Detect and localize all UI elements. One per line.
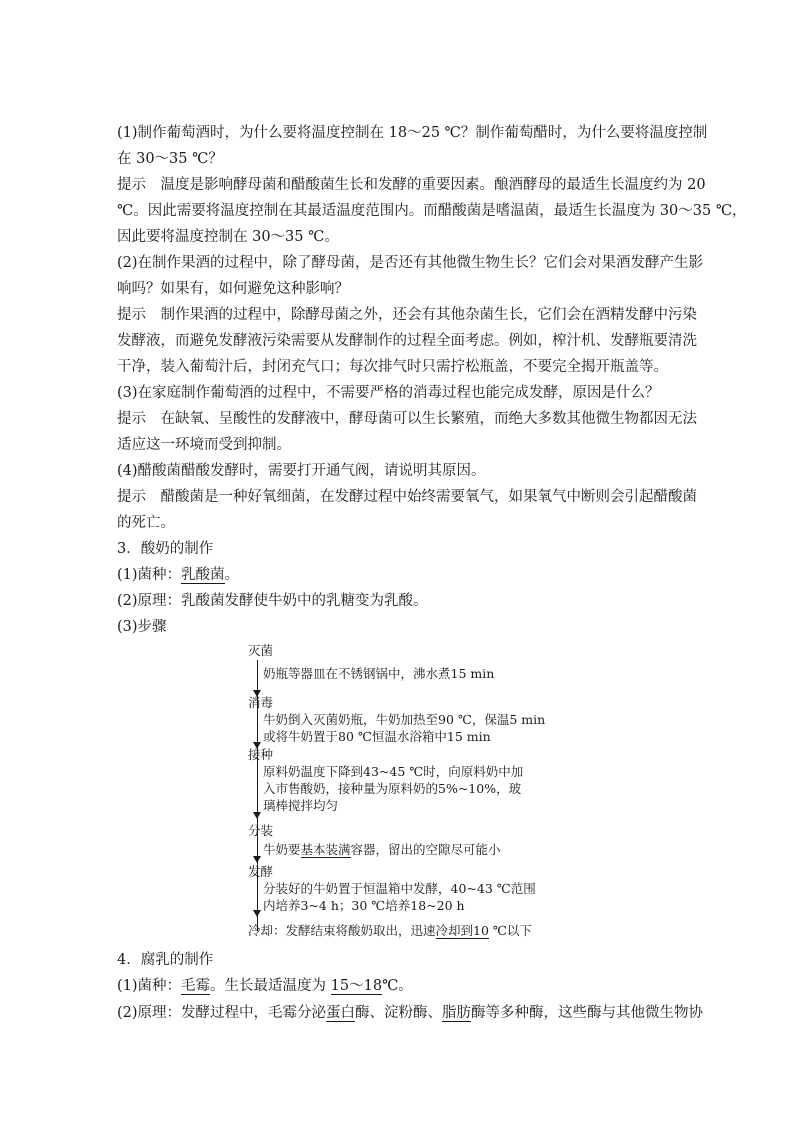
question-3-line-1: (3)在家庭制作葡萄酒的过程中，不需要严格的消毒过程也能完成发酵，原因是什么？ bbox=[117, 385, 660, 401]
flow-step-disinfect: 消毒 bbox=[248, 695, 274, 710]
flow-step-inoculate-detail-3: 璃棒搅拌均匀 bbox=[263, 798, 339, 813]
furu-principle-line bbox=[117, 1003, 703, 1023]
flow-step-inoculate-detail-1: 原料奶温度下降到43~45 ℃时，向原料奶中加 bbox=[263, 764, 524, 779]
cool-pre: 冷却：发酵结束将酸奶取出，迅速 bbox=[248, 923, 436, 938]
dispense-pre: 牛奶要 bbox=[263, 842, 301, 857]
enzyme-lipid: 脂肪 bbox=[442, 1005, 472, 1021]
flow-step-inoculate: 接种 bbox=[248, 747, 274, 762]
flow-step-ferment-detail-2: 内培养3~4 h；30 ℃培养18~20 h bbox=[263, 898, 465, 913]
question-2-line-1: (2)在制作果酒的过程中，除了酵母菌，是否还有其他微生物生长？它们会对果酒发酵产生影 bbox=[117, 255, 704, 271]
flow-step-cool bbox=[248, 922, 532, 939]
answer-2-line-3: 干净，装入葡萄汁后，封闭充气口；每次排气时只需拧松瓶盖，不要完全揭开瓶盖等。 bbox=[117, 359, 668, 375]
answer-1-line-2: ℃。因此需要将温度控制在其最适温度范围内。而醋酸菌是嗜温菌，最适生长温度为 30～35 ℃， bbox=[117, 203, 747, 219]
flow-step-sterilize-detail: 奶瓶等器皿在不锈钢锅中，沸水煮15 min bbox=[263, 666, 495, 681]
answer-4-line-2: 的死亡。 bbox=[117, 515, 175, 531]
cool-underlined-2: 10 bbox=[473, 923, 489, 938]
furu-strain-answer: 毛霉 bbox=[181, 978, 211, 994]
furu-strain-prefix: (1)菌种： bbox=[117, 978, 182, 994]
flow-arrow-5 bbox=[253, 910, 261, 917]
flow-step-inoculate-detail-2: 入市售酸奶，接种量为原料奶的5%~10%，玻 bbox=[263, 781, 522, 796]
cool-underlined-1: 冷却到 bbox=[435, 923, 474, 938]
question-1-line-2: 在 30～35 ℃？ bbox=[117, 151, 223, 167]
answer-1-line-1: 提示 温度是影响酵母菌和醋酸菌生长和发酵的重要因素。酿酒酵母的最适生长温度约为 20 bbox=[117, 177, 706, 193]
yogurt-steps-label: (3)步骤 bbox=[117, 619, 167, 635]
cool-post: ℃以下 bbox=[488, 923, 532, 938]
flow-step-dispense-detail bbox=[263, 841, 501, 858]
flow-step-disinfect-detail-1: 牛奶倒入灭菌奶瓶，牛奶加热至90 ℃，保温5 min bbox=[263, 712, 546, 727]
enzyme-protein: 蛋白 bbox=[326, 1005, 356, 1021]
strain-suffix: 。 bbox=[224, 567, 240, 583]
flow-step-ferment: 发酵 bbox=[248, 864, 274, 879]
question-2-line-2: 响吗？如果有，如何避免这种影响？ bbox=[117, 281, 349, 297]
answer-1-line-3: 因此要将温度控制在 30～35 ℃。 bbox=[117, 229, 339, 245]
yogurt-principle-line: (2)原理：乳酸菌发酵使牛奶中的乳糖变为乳酸。 bbox=[117, 593, 428, 609]
flow-step-dispense: 分装 bbox=[248, 823, 274, 838]
furu-principle-mid: 酶、淀粉酶、 bbox=[355, 1005, 443, 1021]
answer-2-line-2: 发酵液，而避免发酵液污染需要从发酵制作的过程全面考虑。例如，榨汁机、发酵瓶要清洗 bbox=[117, 333, 697, 349]
answer-4-line-1: 提示 醋酸菌是一种好氧细菌，在发酵过程中始终需要氧气，如果氧气中断则会引起醋酸菌 bbox=[117, 489, 697, 505]
flow-arrow-4 bbox=[253, 856, 261, 863]
answer-2-line-1: 提示 制作果酒的过程中，除酵母菌之外，还会有其他杂菌生长，它们会在酒精发酵中污染 bbox=[117, 307, 697, 323]
question-1-line-1: (1)制作葡萄酒时，为什么要将温度控制在 18～25 ℃？制作葡萄醋时，为什么要将温度控制 bbox=[117, 125, 708, 141]
furu-temp-answer: 15～18 bbox=[330, 978, 383, 994]
question-4-line-1: (4)醋酸菌醋酸发酵时，需要打开通气阀，请说明其原因。 bbox=[117, 463, 486, 479]
furu-temp-suffix: ℃。 bbox=[382, 978, 413, 994]
flow-step-ferment-detail-1: 分装好的牛奶置于恒温箱中发酵，40~43 ℃范围 bbox=[263, 881, 536, 896]
dispense-post: 容器，留出的空隙尽可能小 bbox=[350, 842, 501, 857]
dispense-underlined: 基本装满 bbox=[300, 842, 351, 857]
flow-step-sterilize: 灭菌 bbox=[248, 643, 274, 658]
strain-prefix: (1)菌种： bbox=[117, 567, 182, 583]
flow-step-disinfect-detail-2: 或将牛奶置于80 ℃恒温水浴箱中15 min bbox=[263, 729, 491, 744]
answer-3-line-2: 适应这一环境而受到抑制。 bbox=[117, 437, 291, 453]
section-3-heading: 3．酸奶的制作 bbox=[117, 541, 214, 557]
section-4-heading: 4．腐乳的制作 bbox=[117, 952, 214, 968]
furu-strain-line bbox=[117, 976, 413, 996]
furu-principle-post: 酶等多种酶，这些酶与其他微生物协 bbox=[471, 1005, 704, 1021]
strain-answer: 乳酸菌 bbox=[181, 567, 225, 583]
furu-principle-pre: (2)原理：发酵过程中，毛霉分泌 bbox=[117, 1005, 327, 1021]
flow-arrow-3 bbox=[253, 812, 261, 819]
furu-strain-mid: 。生长最适温度为 bbox=[210, 978, 331, 994]
answer-3-line-1: 提示 在缺氧、呈酸性的发酵液中，酵母菌可以生长繁殖，而绝大多数其他微生物都因无法 bbox=[117, 411, 697, 427]
yogurt-strain-line bbox=[117, 565, 239, 585]
